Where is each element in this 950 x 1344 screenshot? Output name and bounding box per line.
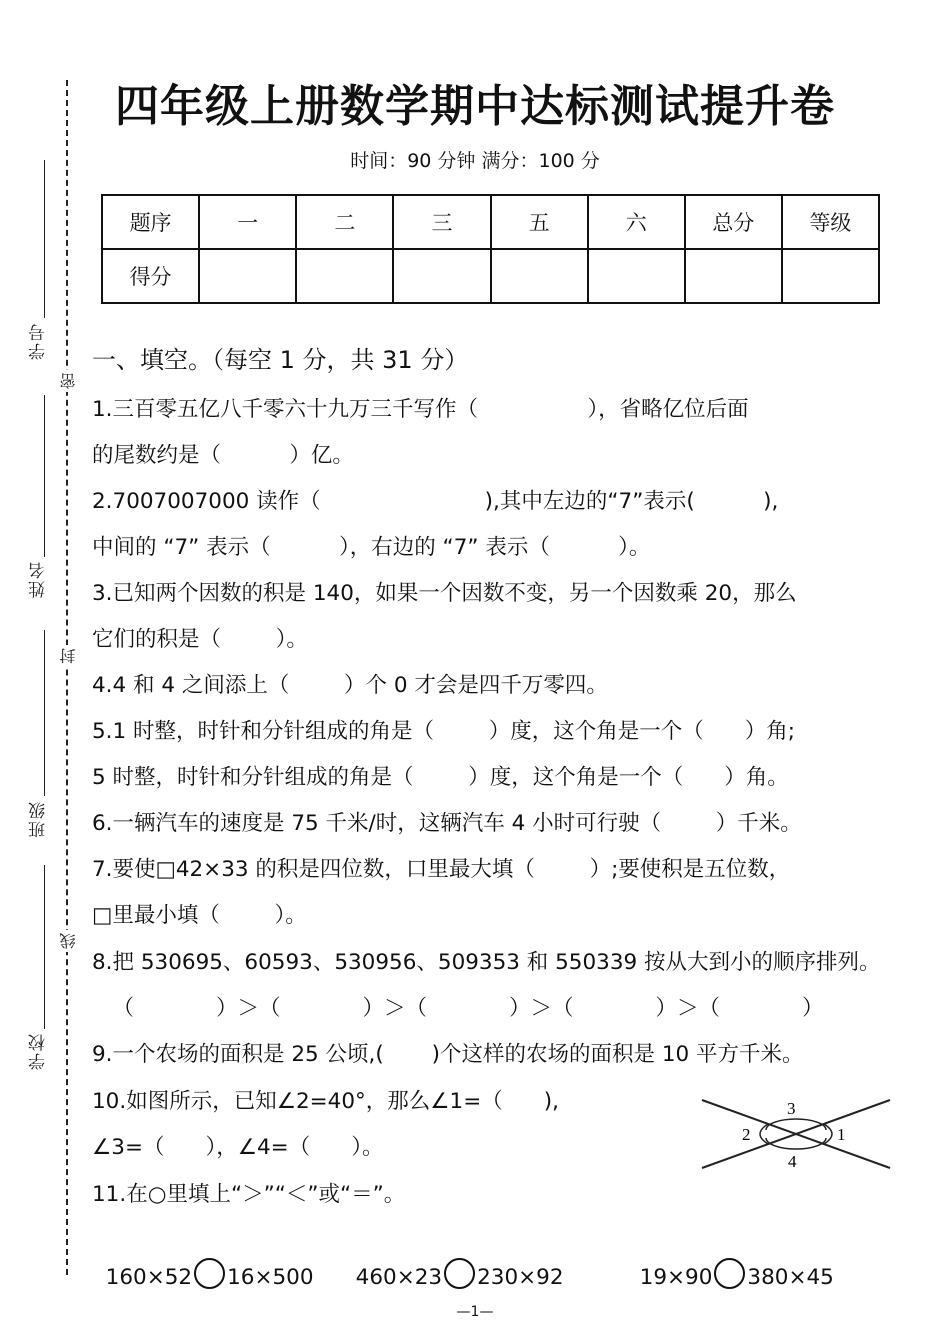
compare-item xyxy=(92,1228,314,1293)
compare-left: 19×90 xyxy=(639,1265,713,1290)
question-line: （ ）＞（ ）＞（ ）＞（ ）＞（ ） xyxy=(92,996,824,1021)
page-title: 四年级上册数学期中达标测试提升卷 xyxy=(115,81,835,132)
question-line: 1.三百零五亿八千零六十九万三千写作（ ），省略亿位后面 xyxy=(92,397,749,422)
compare-left: 160×52 xyxy=(105,1265,193,1290)
score-cell[interactable] xyxy=(782,249,879,303)
field-student-id-line xyxy=(44,160,45,318)
score-cell[interactable] xyxy=(685,249,782,303)
field-name-line xyxy=(44,395,45,557)
question-line: □里最小填（ ）。 xyxy=(92,903,307,928)
field-school-label: 学校 xyxy=(29,1032,49,1070)
score-table xyxy=(101,194,880,304)
score-row-label: 得分 xyxy=(102,249,199,303)
compare-right: 380×45 xyxy=(747,1265,834,1290)
question-line: 2.7007007000 读作（ ),其中左边的“7”表示( ), xyxy=(92,489,779,514)
seal-mark-feng: 封 xyxy=(57,645,80,667)
score-cell[interactable] xyxy=(296,249,393,303)
compare-left: 460×23 xyxy=(355,1265,443,1290)
seal-mark-mi: 密 xyxy=(57,370,80,392)
angle-label-4: 4 xyxy=(788,1152,797,1171)
section-heading: 一、填空。（每空 1 分，共 31 分） xyxy=(92,346,469,374)
compare-circle[interactable] xyxy=(194,1258,225,1289)
field-school-line xyxy=(44,865,45,1029)
field-class-line xyxy=(44,630,45,796)
question-line: 它们的积是（ ）。 xyxy=(92,627,308,652)
angle-label-1: 1 xyxy=(837,1125,846,1144)
angle-arc-3 xyxy=(766,1119,826,1130)
binding-dashed-line xyxy=(66,80,68,1275)
question-line: 11.在○里填上“＞”“＜”或“＝”。 xyxy=(92,1182,406,1207)
field-class-label: 班级 xyxy=(29,800,49,838)
score-header-cell: 等级 xyxy=(782,195,879,249)
score-header-cell: 总分 xyxy=(685,195,782,249)
angle-label-2: 2 xyxy=(742,1125,751,1144)
score-cell[interactable] xyxy=(199,249,296,303)
score-header-cell: 六 xyxy=(588,195,685,249)
score-cell[interactable] xyxy=(393,249,490,303)
seal-mark-xian: 线 xyxy=(57,930,80,952)
question-line: ∠3=（ ），∠4=（ ）。 xyxy=(92,1135,384,1160)
question-line: 的尾数约是（ ）亿。 xyxy=(92,443,354,468)
field-name-label: 姓名 xyxy=(29,560,49,598)
compare-item xyxy=(342,1228,564,1293)
question-line: 10.如图所示，已知∠2=40°，那么∠1=（ ), xyxy=(92,1089,559,1114)
question-line: 7.要使□42×33 的积是四位数，口里最大填（ ）;要使积是五位数， xyxy=(92,857,791,882)
question-line: 中间的 “7” 表示（ ），右边的 “7” 表示（ ）。 xyxy=(92,535,651,560)
score-cell[interactable] xyxy=(491,249,588,303)
score-header-cell: 五 xyxy=(491,195,588,249)
score-cell[interactable] xyxy=(588,249,685,303)
angle-label-3: 3 xyxy=(787,1099,796,1118)
compare-item xyxy=(626,1228,834,1293)
score-table-header-row xyxy=(102,195,879,249)
question-line: 4.4 和 4 之间添上（ ）个 0 才会是四千万零四。 xyxy=(92,673,608,698)
compare-right: 230×92 xyxy=(477,1265,564,1290)
score-header-cell: 二 xyxy=(296,195,393,249)
compare-circle[interactable] xyxy=(444,1258,475,1289)
question-line: 5 时整，时针和分针组成的角是（ ）度，这个角是一个（ ）角。 xyxy=(92,765,789,790)
compare-circle[interactable] xyxy=(714,1258,745,1289)
field-student-id-label: 学号 xyxy=(29,322,49,360)
score-table-score-row xyxy=(102,249,879,303)
score-header-cell: 三 xyxy=(393,195,490,249)
score-header-cell: 题序 xyxy=(102,195,199,249)
question-line: 6.一辆汽车的速度是 75 千米/时，这辆汽车 4 小时可行驶（ ）千米。 xyxy=(92,811,802,836)
exam-info: 时间：90 分钟 满分：100 分 xyxy=(350,150,600,172)
question-line: 8.把 530695、60593、530956、509353 和 550339 按从大到小的顺序排列。 xyxy=(92,950,881,975)
question-line: 9.一个农场的面积是 25 公顷,( )个这样的农场的面积是 10 平方千米。 xyxy=(92,1042,804,1067)
angle-arc-4 xyxy=(766,1138,826,1149)
score-header-cell: 一 xyxy=(199,195,296,249)
page-number: —1— xyxy=(456,1304,494,1320)
angle-figure xyxy=(698,1094,894,1172)
question-line: 5.1 时整，时针和分针组成的角是（ ）度，这个角是一个（ ）角; xyxy=(92,719,795,744)
compare-right: 16×500 xyxy=(227,1265,314,1290)
question-line: 3.已知两个因数的积是 140，如果一个因数不变，另一个因数乘 20，那么 xyxy=(92,581,797,606)
